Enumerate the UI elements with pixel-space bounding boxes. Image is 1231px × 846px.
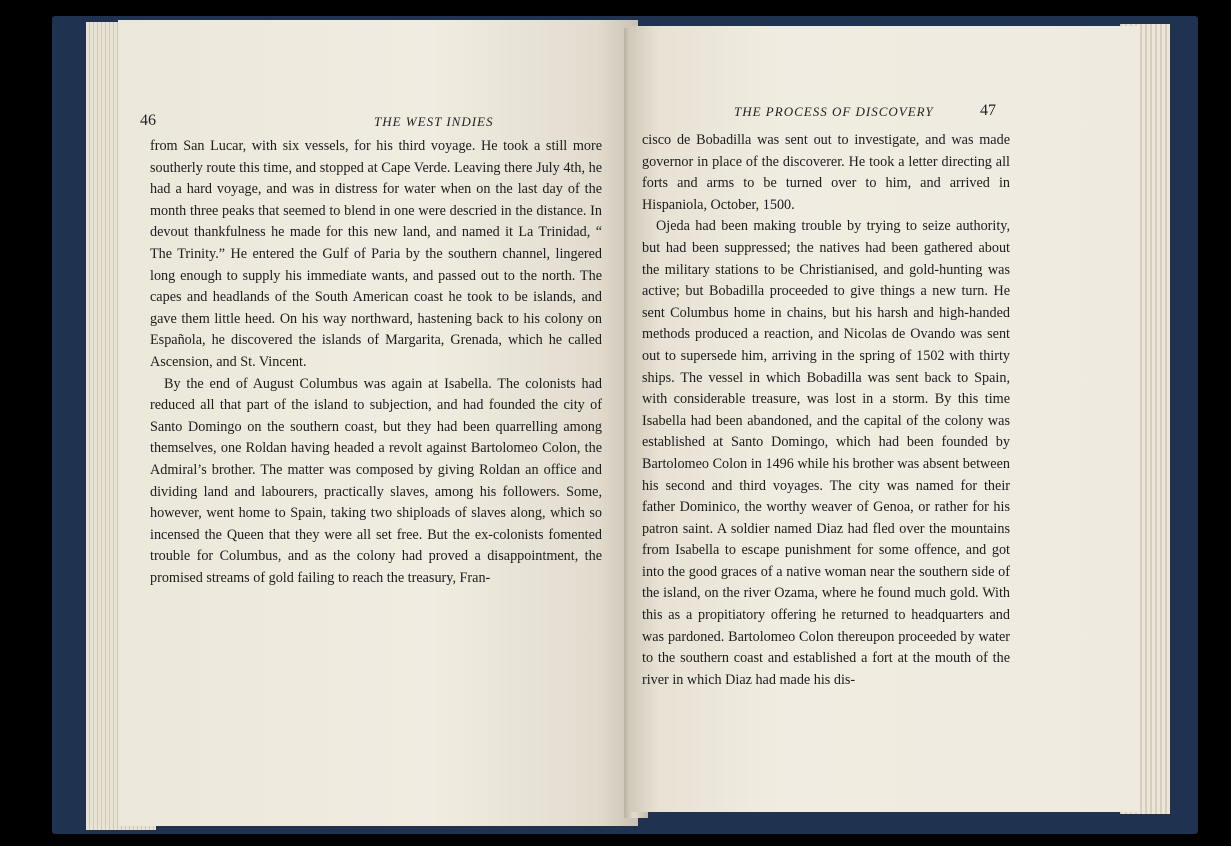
page-number-right: 47 (980, 102, 996, 119)
paragraph: By the end of August Columbus was again at Isabella. The colonists had reduced all that part of the island to subjection, and had founded the city of Santo Domingo on the southern coast, but they had been quarrelling among themselves, one Roldan having headed a revolt against Bartolomeo Colon, the Admiral’s brother. The matter was composed by giving Roldan an office and dividing land and labourers, practically slaves, among his followers. Some, however, went home to Spain, taking two shiploads of slaves along, which so incensed the Queen that they were all set free. But the ex-colonists fomented trouble for Columbus, and as the colony had proved a disappointment, the promised streams of gold failing to reach the treasury, Fran- (150, 375, 602, 586)
left-page-body (150, 136, 602, 589)
running-title-right: THE PROCESS OF DISCOVERY (734, 104, 934, 119)
paragraph: from San Lucar, with six vessels, for his third voyage. He took a still more southerly route this time, and stopped at Cape Verde. Leaving there July 4th, he had a hard voyage, and was in distress for water when on the last day of the month three peaks that seemed to blend in one were descried in the distance. In devout thankfulness he made for this new land, and named it La Trinidad, “ The Trinity.” He entered the Gulf of Paria by the southern channel, lingered long enough to supply his immediate wants, and passed out to the north. The capes and headlands of the South American coast he took to be islands, and gave them little heed. On his way northward, hastening back to his colony on Española, he discovered the islands of Margarita, Grenada, which he called Ascension, and St. Vincent. (150, 138, 602, 370)
paragraph: Ojeda had been making trouble by trying to seize authority, but had been suppressed; the natives had been gathered about the military stations to be Christianised, and gold-hunting was active; but Bobadilla proceeded to give things a new turn. He sent Columbus home in chains, but his harsh and high-handed methods produced a reaction, and Nicolas de Ovando was sent out to supersede him, arriving in the spring of 1502 with thirty ships. The vessel in which Bobadilla was sent back to Spain, with considerable treasure, was lost in a storm. By this time Isabella had been abandoned, and the capital of the colony was established at Santo Domingo, which had been founded by Bartolomeo Colon in 1496 while his brother was absent between his second and third voyages. The city was named for their father Dominico, the worthy weaver of Genoa, or rather for his patron saint. A soldier named Diaz had fled over the mountains from Isabella to escape punishment for some offence, and got into the good graces of a native woman near the southern side of the island, on the river Ozama, where he found much gold. With this as a propitiatory offering he returned to headquarters and was pardoned. Bartolomeo Colon thereupon proceeded by water to the southern coast and established a fort at the mouth of the river in which Diaz had made his dis- (642, 218, 1010, 688)
right-page (628, 26, 1140, 812)
running-title-left: THE WEST INDIES (374, 114, 494, 129)
left-page (118, 20, 638, 826)
right-page-body (642, 130, 1010, 691)
page-number-left: 46 (140, 112, 156, 129)
paragraph: cisco de Bobadilla was sent out to investigate, and was made governor in place of the discoverer. He took a letter directing all forts and arms to be turned over to him, and arrived in Hispaniola, October, 1500. (642, 132, 1010, 213)
